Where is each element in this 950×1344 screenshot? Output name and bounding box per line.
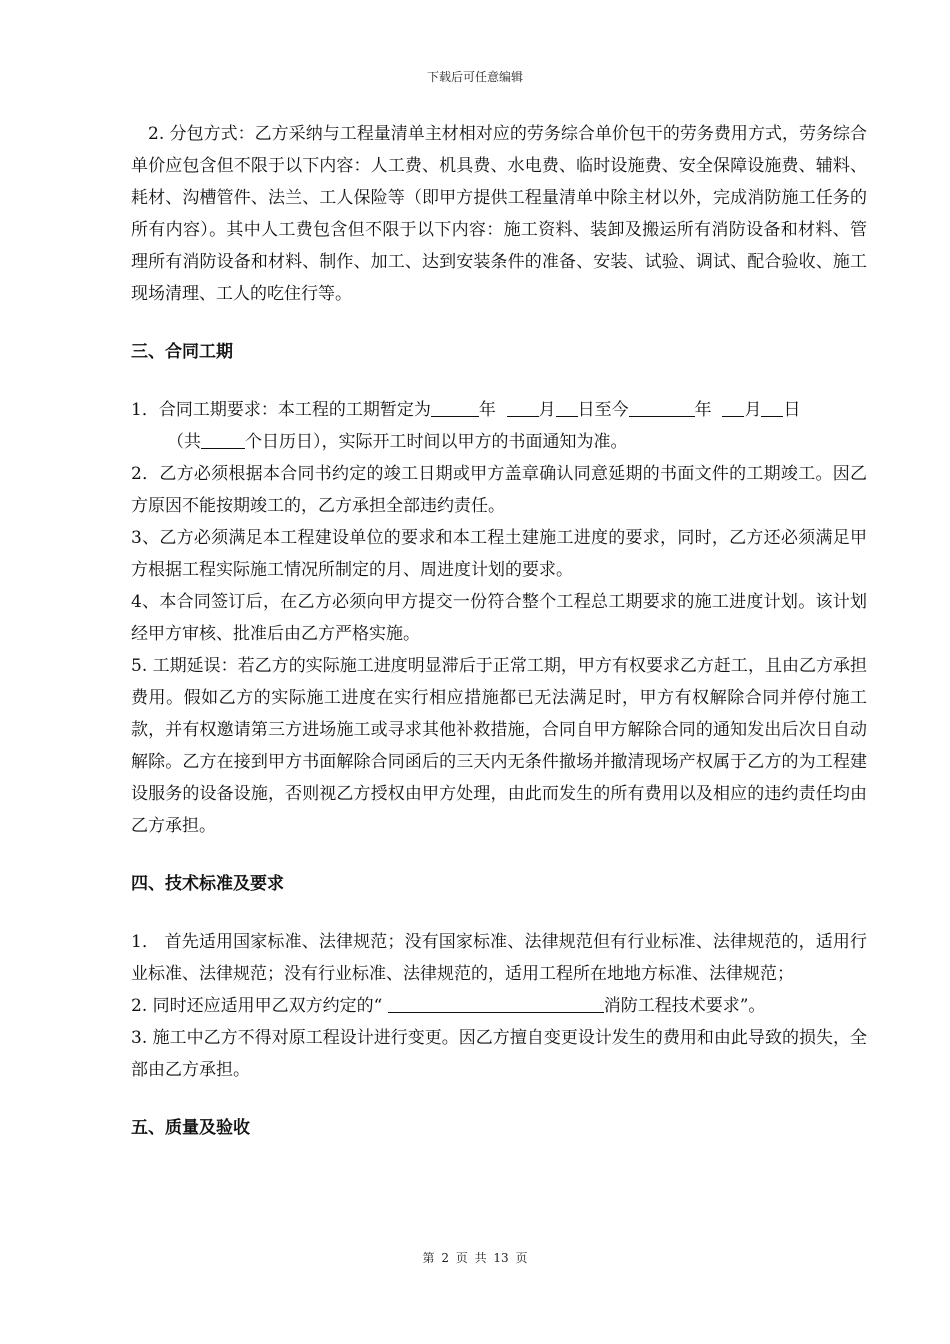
text-segment: 消防工程技术要求”。	[603, 996, 766, 1016]
paragraph-period-requirement	[131, 394, 867, 458]
blank-end-month	[722, 398, 744, 417]
blank-requirements-name	[388, 994, 604, 1013]
blank-start-day	[556, 398, 578, 417]
text-segment: 个日历日），实际开工时间以甲方的书面通知为准。	[245, 432, 628, 452]
paragraph-progress-plan: 4、本合同签订后，在乙方必须向甲方提交一份符合整个工程总工期要求的施工进度计划。该计划经甲方审核、批准后由乙方严格实施。	[131, 592, 867, 644]
paragraph-completion-date: 2．乙方必须根据本合同书约定的竣工日期或甲方盖章确认同意延期的书面文件的工期竣工。因乙方原因不能按期竣工的，乙方承担全部违约责任。	[131, 464, 867, 516]
blank-total-days	[201, 430, 245, 449]
blank-end-year	[629, 398, 695, 417]
paragraph-subcontract-method: 2. 分包方式：乙方采纳与工程量清单主材相对应的劳务综合单价包干的劳务费用方式，劳务综合单价应包含但不限于以下内容：人工费、机具费、水电费、临时设施费、安全保障设施费、辅料、耗材、沟槽管件、法兰、工人保险等（即甲方提供工程量清单中除主材以外，完成消防施工任务的所有内容）。其中人工费包含但不限于以下内容：施工资料、装卸及搬运所有消防设备和材料、管理所有消防设备和材料、制作、加工、达到安装条件的准备、安装、试验、调试、配合验收、施工现场清理、工人的吃住行等。	[131, 124, 867, 304]
section-heading-technical-standards: 四、技术标准及要求	[131, 874, 284, 894]
text-segment: 日	[783, 400, 801, 420]
text-segment: 月	[538, 400, 556, 420]
blank-start-month	[507, 398, 539, 417]
text-segment: 年	[478, 400, 496, 420]
paragraph-schedule-requirements: 3、乙方必须满足本工程建设单位的要求和本工程土建施工进度的要求，同时，乙方还必须满足甲方根据工程实际施工情况所制定的月、周进度计划的要求。	[131, 528, 867, 580]
text-segment: 日至今	[577, 400, 629, 420]
text-segment: 1．合同工期要求：本工程的工期暂定为	[131, 400, 431, 420]
text-segment: 年	[694, 400, 712, 420]
section-heading-quality-acceptance: 五、质量及验收	[131, 1118, 250, 1138]
text-segment: 2. 同时还应适用甲乙双方约定的“	[131, 996, 383, 1016]
text-segment: （共	[167, 432, 201, 452]
page-header: 下载后可任意编辑	[426, 70, 523, 84]
paragraph-delay: 5. 工期延误：若乙方的实际施工进度明显滞后于正常工期，甲方有权要求乙方赶工，且由乙方承担费用。假如乙方的实际施工进度在实行相应措施都已无法满足时，甲方有权解除合同并停付施工款，并有权邀请第三方进场施工或寻求其他补救措施，合同自甲方解除合同的通知发出后次日自动解除。乙方在接到甲方书面解除合同函后的三天内无条件撤场并撤清现场产权属于乙方的为工程建设服务的设备设施，否则视乙方授权由甲方处理，由此而发生的所有费用以及相应的违约责任均由乙方承担。	[131, 656, 867, 836]
paragraph-design-change: 3. 施工中乙方不得对原工程设计进行变更。因乙方擅自变更设计发生的费用和由此导致的损失，全部由乙方承担。	[131, 1028, 867, 1080]
document-body	[131, 118, 867, 1144]
blank-start-year	[431, 398, 479, 417]
page-footer: 第 2 页 共 13 页	[422, 1251, 528, 1265]
text-segment: 月	[744, 400, 762, 420]
section-heading-contract-period: 三、合同工期	[131, 342, 233, 362]
paragraph-applicable-standards: 1． 首先适用国家标准、法律规范；没有国家标准、法律规范但有行业标准、法律规范的，适用行业标准、法律规范；没有行业标准、法律规范的，适用工程所在地地方标准、法律规范；	[131, 932, 867, 984]
blank-end-day	[761, 398, 783, 417]
paragraph-agreed-requirements	[131, 990, 867, 1022]
